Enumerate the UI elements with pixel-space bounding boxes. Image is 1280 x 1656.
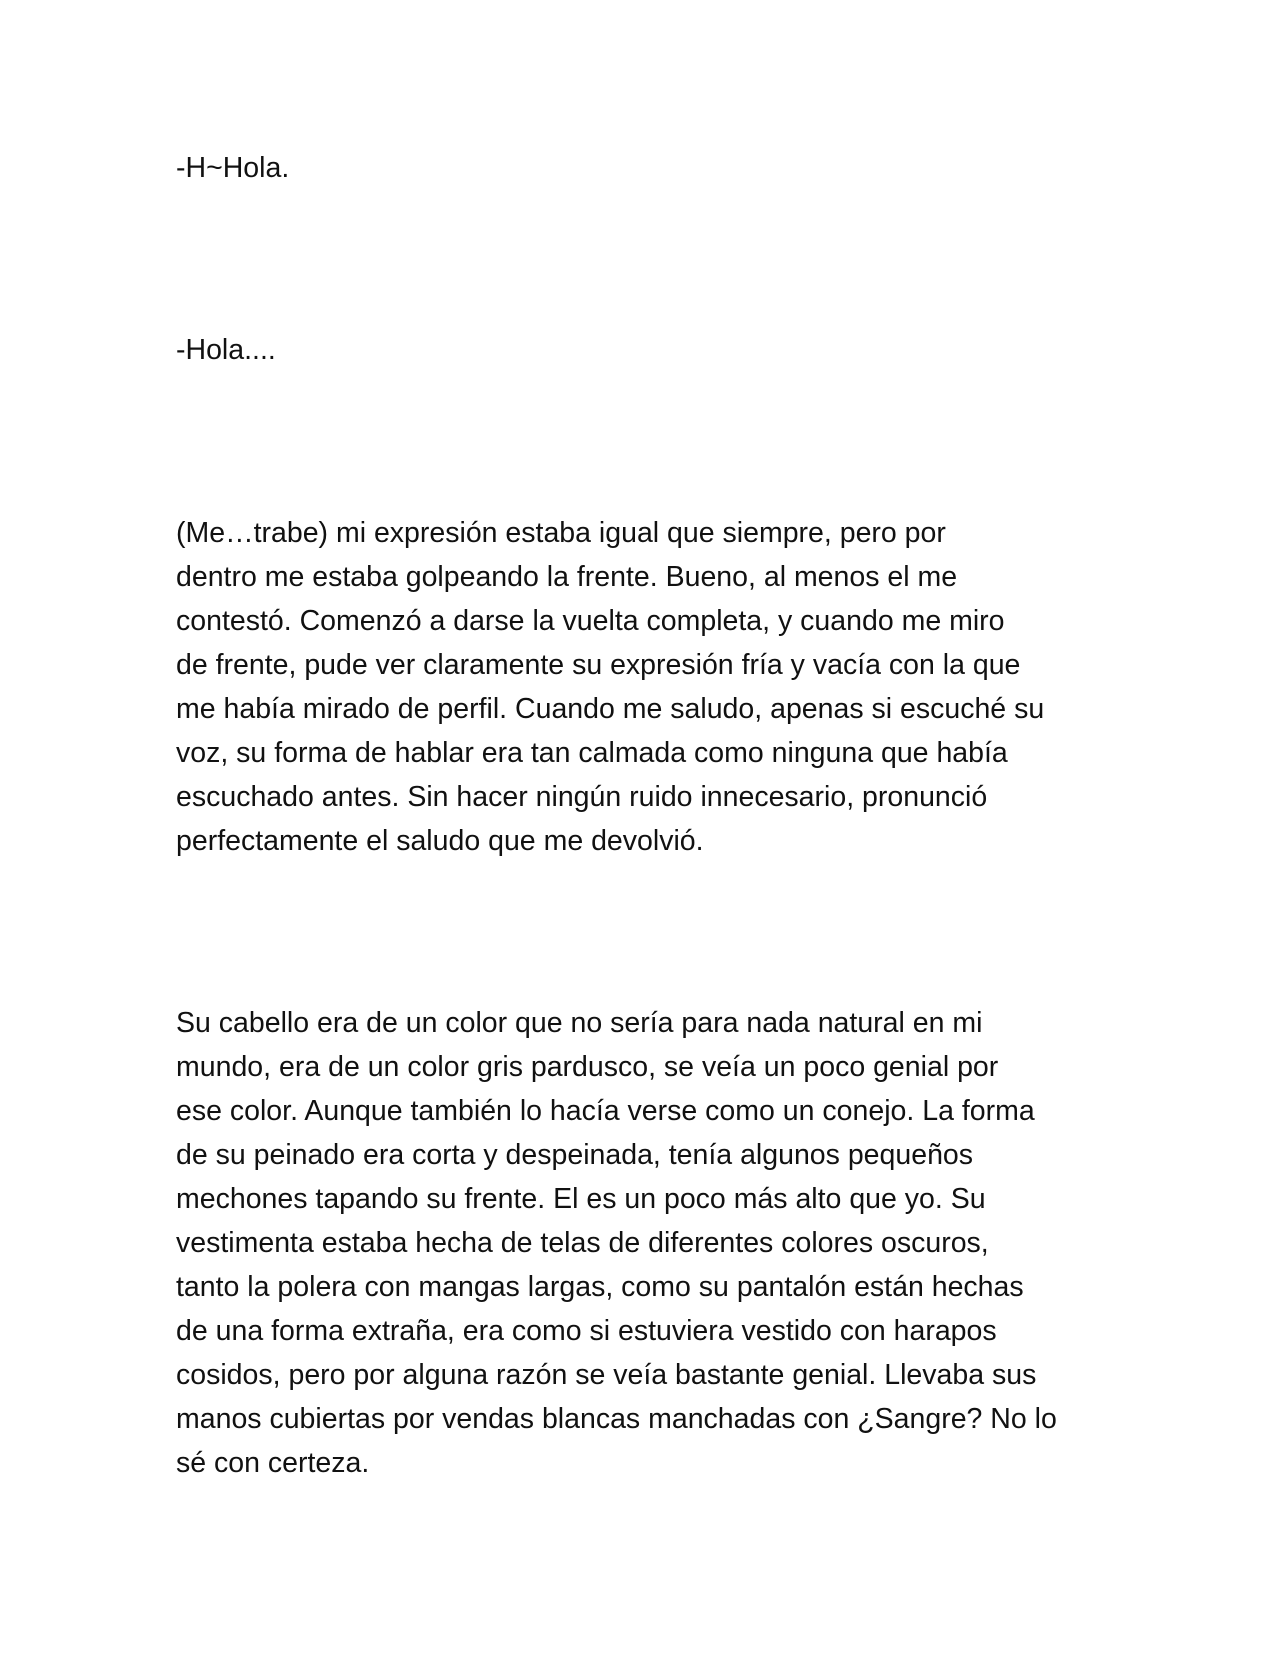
text-line: mundo, era de un color gris pardusco, se veía un poco genial por — [176, 1051, 999, 1083]
text-line: de frente, pude ver claramente su expresión fría y vacía con la que — [176, 649, 1021, 681]
text-line: me había mirado de perfil. Cuando me saludo, apenas si escuché su — [176, 693, 1045, 725]
text-line: vestimenta estaba hecha de telas de diferentes colores oscuros, — [176, 1227, 989, 1259]
text-line: de su peinado era corta y despeinada, tenía algunos pequeños — [176, 1139, 974, 1171]
text-line: -H~Hola. — [176, 152, 290, 184]
text-line: perfectamente el saludo que me devolvió. — [176, 825, 704, 857]
text-line: tanto la polera con mangas largas, como su pantalón están hechas — [176, 1271, 1024, 1303]
text-line: voz, su forma de hablar era tan calmada como ninguna que había — [176, 737, 1008, 769]
text-line: de una forma extraña, era como si estuviera vestido con harapos — [176, 1315, 997, 1347]
text-line: sé con certeza. — [176, 1447, 370, 1479]
text-line: -Hola.... — [176, 334, 276, 366]
text-line: contestó. Comenzó a darse la vuelta completa, y cuando me miro — [176, 605, 1005, 637]
narrative-paragraph-2 — [176, 1001, 1106, 1485]
narrative-paragraph-1 — [176, 511, 1106, 863]
text-line: mechones tapando su frente. El es un poco más alto que yo. Su — [176, 1183, 986, 1215]
dialogue-line-1 — [176, 146, 1106, 190]
dialogue-line-2 — [176, 328, 1106, 372]
text-line: manos cubiertas por vendas blancas manchadas con ¿Sangre? No lo — [176, 1403, 1057, 1435]
text-line: (Me…trabe) mi expresión estaba igual que siempre, pero por — [176, 517, 946, 549]
text-line: cosidos, pero por alguna razón se veía bastante genial. Llevaba sus — [176, 1359, 1037, 1391]
text-line: Su cabello era de un color que no sería para nada natural en mi — [176, 1007, 983, 1039]
text-line: escuchado antes. Sin hacer ningún ruido innecesario, pronunció — [176, 781, 988, 813]
text-line: dentro me estaba golpeando la frente. Bueno, al menos el me — [176, 561, 958, 593]
text-line: ese color. Aunque también lo hacía verse como un conejo. La forma — [176, 1095, 1035, 1127]
